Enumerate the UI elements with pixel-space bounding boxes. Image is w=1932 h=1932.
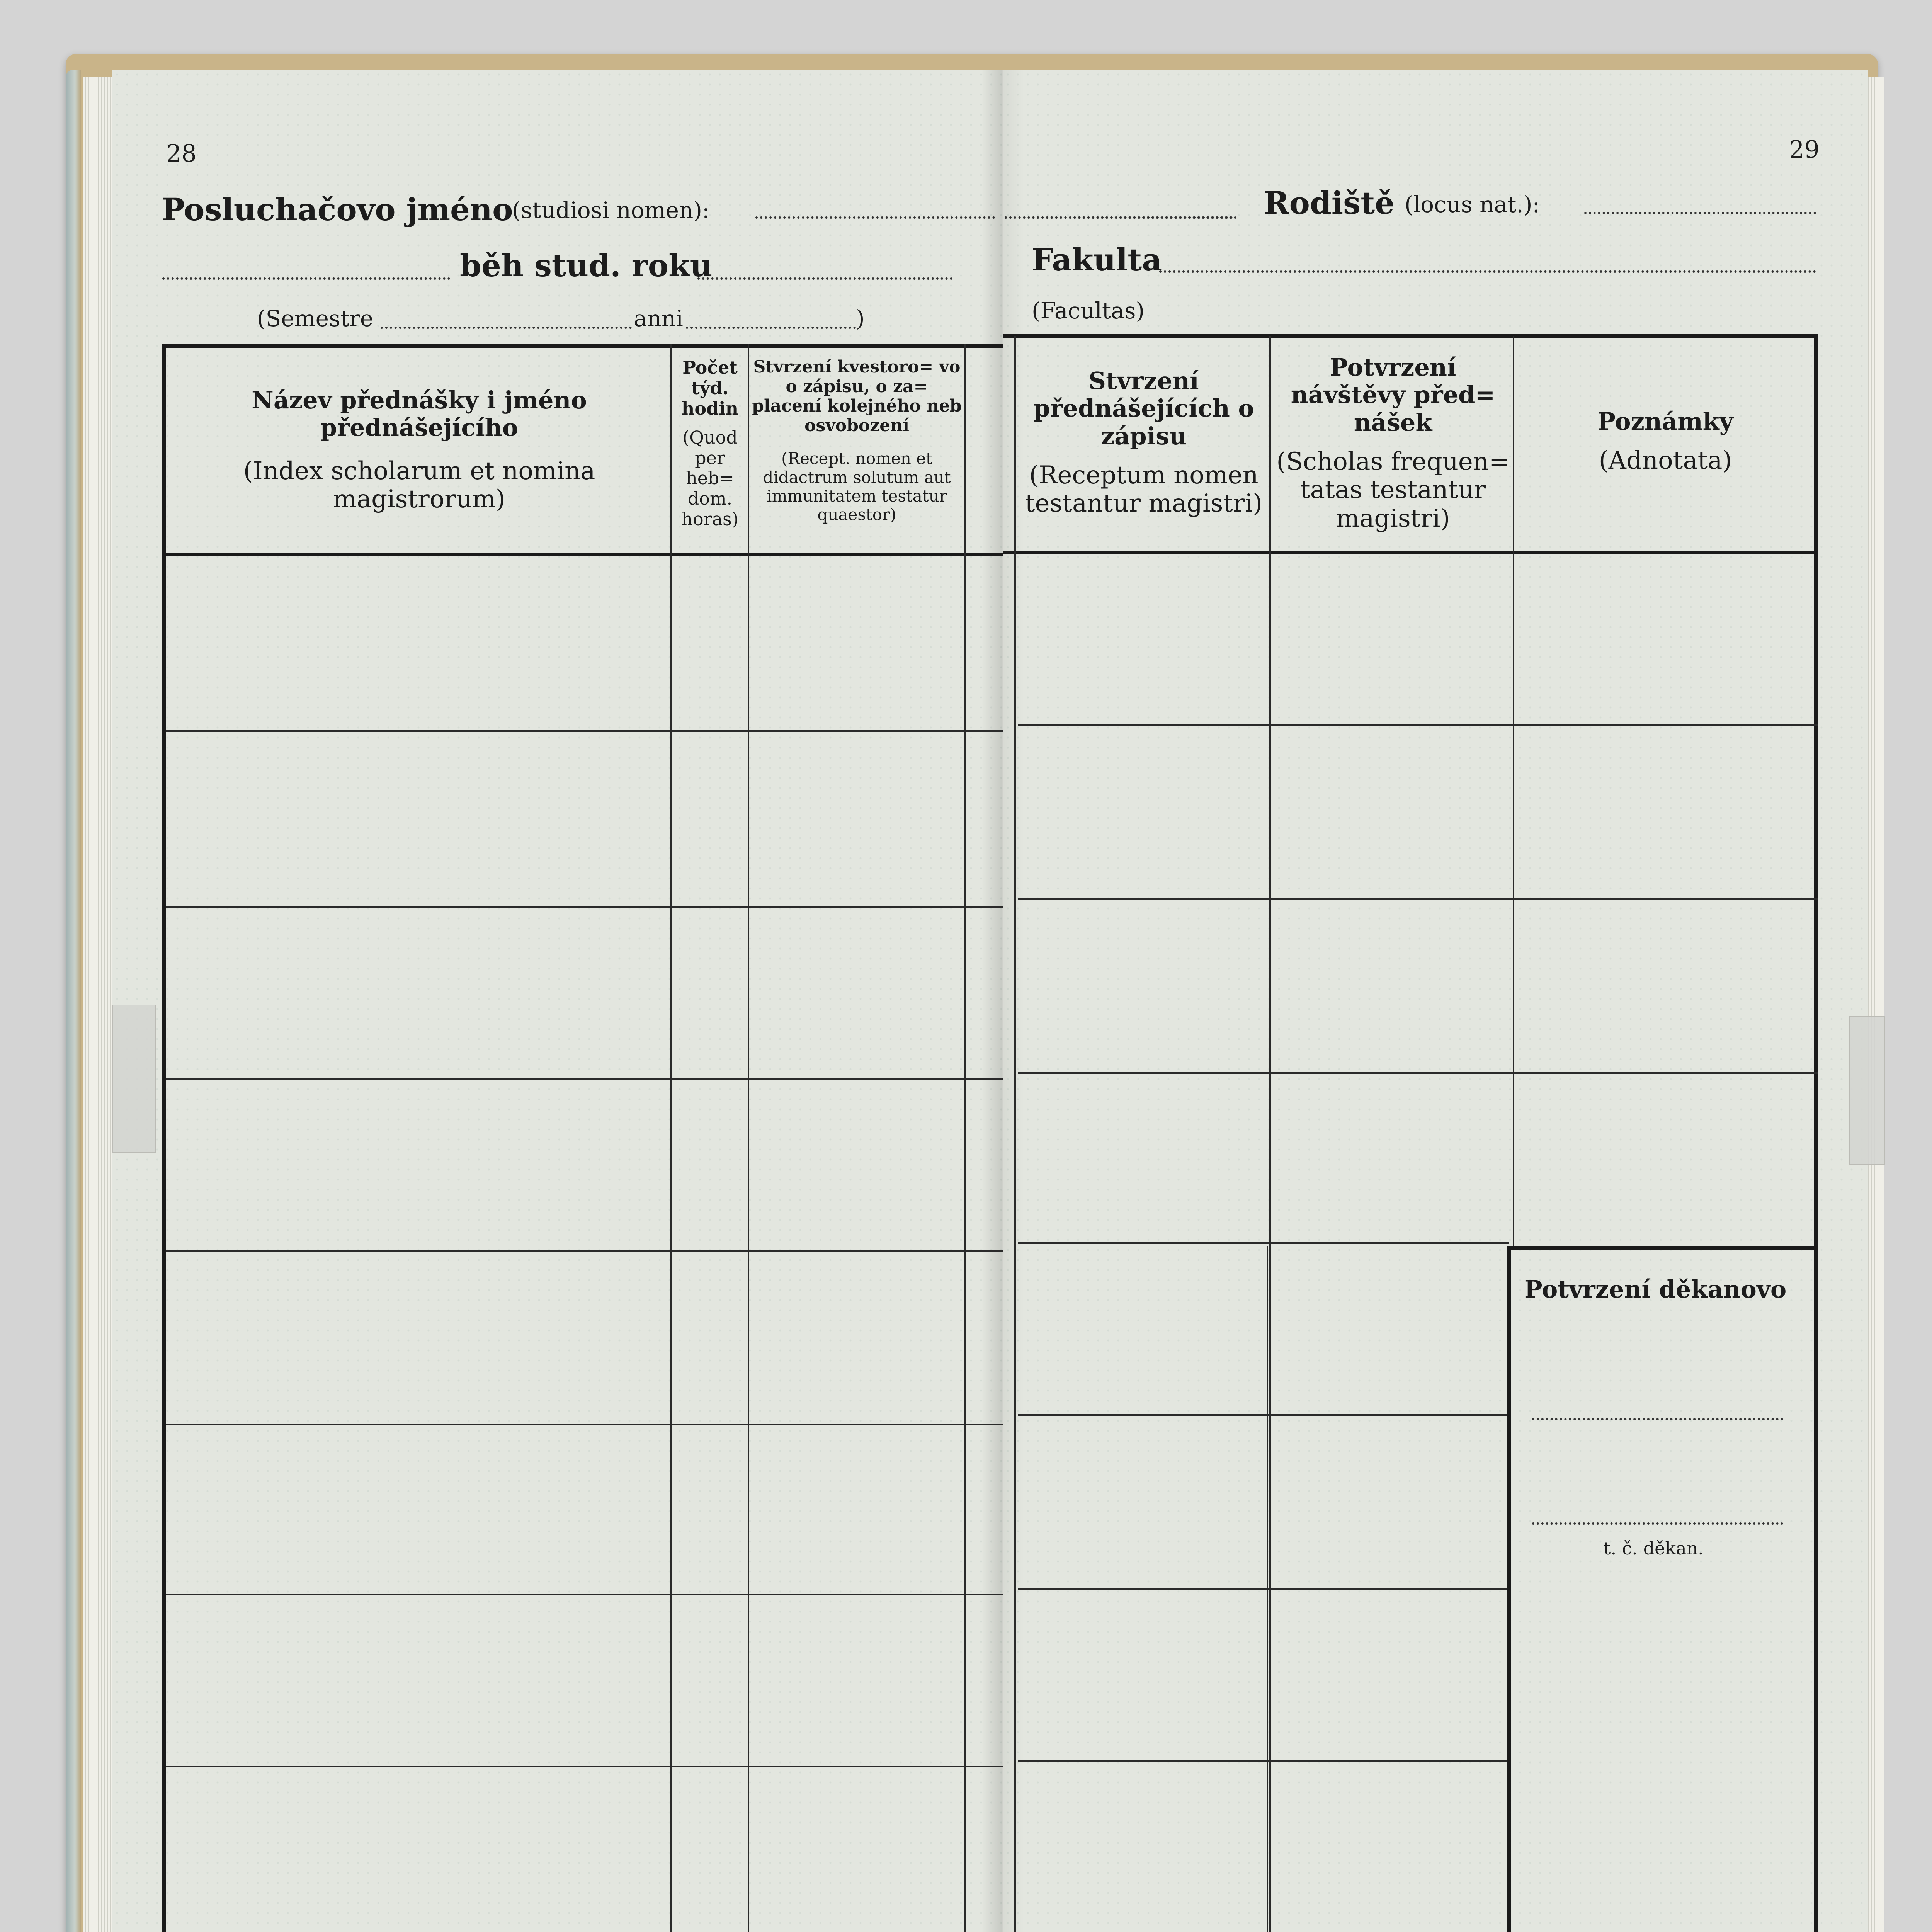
right-col-header-confirm-title: Stvrzení přednášejících o zápisu — [1033, 367, 1254, 450]
right-col-header-confirm — [1020, 367, 1267, 518]
clip-left — [112, 1005, 156, 1153]
left-row-line — [166, 1594, 1003, 1595]
left-row-line — [166, 1250, 1003, 1252]
left-col-divider-2 — [748, 344, 749, 1932]
student-name-line[interactable] — [755, 216, 995, 219]
dean-signature-line-2[interactable] — [1532, 1522, 1783, 1525]
clip-right — [1849, 1016, 1885, 1165]
book-spine-edge — [66, 70, 81, 1932]
left-col-header-quaestor-latin: (Recept. nomen et didactrum solutum aut immunitatem testatur quaestor) — [763, 449, 951, 524]
right-col-divider-1 — [1269, 336, 1271, 1932]
right-col-header-notes-title: Poznámky — [1597, 407, 1733, 435]
dean-box-top-border — [1507, 1246, 1818, 1250]
right-col-header-attendance — [1275, 354, 1511, 533]
dean-signature-caption: t. č. děkan. — [1604, 1538, 1704, 1559]
left-col-header-hours-latin: (Quod per heb= dom. horas) — [681, 427, 739, 530]
right-col-header-attendance-latin: (Scholas frequen= tatas testantur magistri) — [1276, 447, 1510, 533]
left-col-header-lecture — [170, 386, 668, 514]
page-number-right: 29 — [1789, 135, 1820, 163]
semestre-label: (Semestre — [257, 305, 374, 332]
year-prefix-line[interactable] — [162, 277, 450, 280]
left-row-line — [166, 906, 1003, 908]
left-col-header-lecture-title: Název přednášky i jméno přednášejícího — [252, 386, 587, 442]
dean-signature-line-1[interactable] — [1532, 1418, 1783, 1420]
anni-label: anni — [634, 305, 683, 332]
left-col-header-hours-title: Počet týd. hodin — [681, 357, 739, 419]
right-col-header-notes — [1517, 408, 1814, 475]
left-col-header-lecture-latin: (Index scholarum et nomina magistrorum) — [243, 456, 595, 514]
left-row-line — [166, 1424, 1003, 1425]
left-col-header-quaestor-title: Stvrzení kvestoro= vo o zápisu, o za= placení kolejného neb osvobození — [752, 357, 962, 435]
page-edges-left — [83, 77, 112, 1932]
right-col-header-notes-latin: (Adnotata) — [1599, 446, 1732, 475]
left-col-header-quaestor — [752, 357, 962, 524]
dean-box-left-border — [1507, 1246, 1511, 1932]
right-col-divider-0 — [1014, 336, 1016, 1932]
student-name-label: Posluchačovo jméno — [162, 191, 513, 228]
page-number-left: 28 — [166, 139, 197, 167]
left-row-line — [166, 1078, 1003, 1080]
birthplace-prefix-line[interactable] — [1005, 216, 1233, 219]
right-col-header-attendance-title: Potvrzení návštěvy před= nášek — [1291, 353, 1495, 437]
right-table-header-rule — [1003, 551, 1818, 554]
left-row-line — [166, 1766, 1003, 1767]
dean-box-title: Potvrzení děkanovo — [1524, 1275, 1787, 1303]
faculty-line[interactable] — [1159, 270, 1816, 273]
year-line[interactable] — [697, 277, 952, 280]
right-row-line — [1018, 1072, 1818, 1074]
faculty-label: Fakulta — [1032, 242, 1162, 278]
semestre-line[interactable] — [381, 327, 632, 329]
birthplace-label: Rodiště — [1264, 185, 1395, 221]
semestre-close: ) — [856, 305, 865, 332]
birthplace-line[interactable] — [1584, 212, 1816, 214]
right-row-line — [1018, 1760, 1507, 1762]
birthplace-latin: (locus nat.): — [1405, 191, 1540, 218]
right-row-line — [1018, 724, 1818, 726]
right-col-divider-2-upper — [1513, 336, 1514, 1246]
right-table-frame — [1003, 334, 1818, 1932]
right-col-header-confirm-latin: (Receptum nomen testantur magistri) — [1025, 461, 1263, 518]
right-row-line — [1018, 1414, 1507, 1416]
page-edges-right — [1868, 77, 1884, 1932]
left-row-line — [166, 730, 1003, 732]
right-row-line — [1018, 1242, 1509, 1244]
left-col-header-hours — [672, 357, 748, 529]
right-row-line — [1018, 898, 1818, 900]
left-col-divider-1 — [670, 344, 672, 1932]
faculty-latin: (Facultas) — [1032, 298, 1145, 324]
year-label: běh stud. roku — [460, 247, 713, 284]
student-name-latin: (studiosi nomen): — [512, 197, 710, 223]
anni-line[interactable] — [686, 327, 856, 329]
right-row-line — [1018, 1588, 1507, 1590]
left-table-header-rule — [162, 553, 1003, 556]
left-table-frame — [162, 344, 1003, 1932]
left-col-divider-3 — [964, 344, 966, 1932]
